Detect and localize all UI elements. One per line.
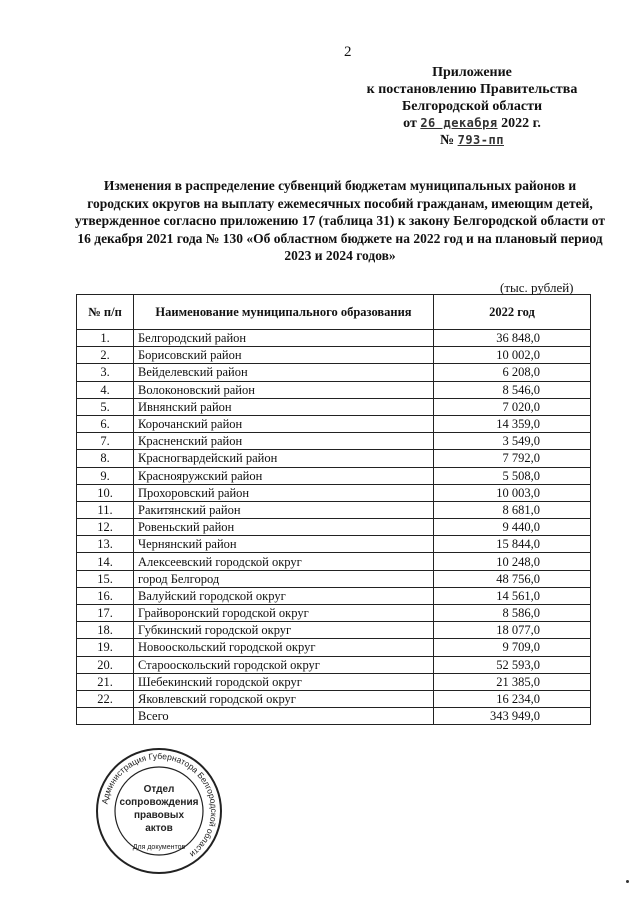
row-number: 18. — [77, 622, 134, 639]
row-number: 11. — [77, 501, 134, 518]
table-row — [77, 484, 591, 501]
table-row — [77, 450, 591, 467]
row-name: Борисовский район — [134, 347, 434, 364]
row-name: Краснояружский район — [134, 467, 434, 484]
table-row — [77, 467, 591, 484]
table-total-row — [77, 708, 591, 725]
row-number: 22. — [77, 690, 134, 707]
row-name: Шебекинский городской округ — [134, 673, 434, 690]
table-row — [77, 519, 591, 536]
row-name: Всего — [134, 708, 434, 725]
row-name: Красногвардейский район — [134, 450, 434, 467]
row-number: 6. — [77, 415, 134, 432]
row-number: 15. — [77, 570, 134, 587]
row-number: 4. — [77, 381, 134, 398]
row-name: Ровеньский район — [134, 519, 434, 536]
row-value: 48 756,0 — [434, 570, 591, 587]
row-name: Новооскольский городской округ — [134, 639, 434, 656]
date-year: 2022 г. — [501, 116, 541, 131]
table-row — [77, 553, 591, 570]
allocation-table — [76, 294, 591, 725]
row-number: 8. — [77, 450, 134, 467]
row-number: 9. — [77, 467, 134, 484]
appendix-block — [352, 64, 592, 149]
row-name: Белгородский район — [134, 330, 434, 347]
unit-label: (тыс. рублей) — [500, 280, 574, 295]
row-value: 21 385,0 — [434, 673, 591, 690]
row-number: 12. — [77, 519, 134, 536]
table-row — [77, 501, 591, 518]
page-number: 2 — [344, 44, 352, 60]
row-value: 8 546,0 — [434, 381, 591, 398]
row-name: Вейделевский район — [134, 364, 434, 381]
row-number: 20. — [77, 656, 134, 673]
table-row — [77, 622, 591, 639]
row-number: 13. — [77, 536, 134, 553]
number-handwritten: 793-пп — [457, 133, 504, 147]
table-row — [77, 673, 591, 690]
table-row — [77, 536, 591, 553]
row-value: 7 792,0 — [434, 450, 591, 467]
table-row — [77, 639, 591, 656]
row-value: 18 077,0 — [434, 622, 591, 639]
row-value: 10 248,0 — [434, 553, 591, 570]
document-heading: Изменения в распределение субвенций бюджетам муниципальных районов и городских округов на выплату ежемесячных пособий гражданам, имеющим детей, утвержденное согласно приложению 17 (таблица 31) к закону Белгородской области от 16 декабря 2021 года № 130 «Об областном бюджете на 2022 год и на плановый период 2023 и 2024 годов» — [74, 178, 605, 264]
table-row — [77, 381, 591, 398]
header-number: № п/п — [77, 295, 134, 330]
row-number: 7. — [77, 433, 134, 450]
row-name: Прохоровский район — [134, 484, 434, 501]
row-name: Волоконовский район — [134, 381, 434, 398]
date-prefix: от — [403, 116, 417, 131]
header-name: Наименование муниципального образования — [134, 295, 434, 330]
appendix-line-3: Белгородской области — [401, 99, 543, 114]
row-name: Валуйский городской округ — [134, 587, 434, 604]
row-number: 16. — [77, 587, 134, 604]
stamp-ring-text: Администрация Губернатора Белгородской области — [99, 750, 220, 860]
row-number — [77, 708, 134, 725]
row-name: Корочанский район — [134, 415, 434, 432]
appendix-line-2: к постановлению Правительства — [366, 82, 578, 97]
row-name: Грайворонский городской округ — [134, 605, 434, 622]
row-number: 3. — [77, 364, 134, 381]
row-name: Ивнянский район — [134, 398, 434, 415]
stamp-bottom-text: Для документов — [132, 844, 186, 851]
appendix-title: Приложение — [432, 65, 512, 80]
row-number: 17. — [77, 605, 134, 622]
table-row — [77, 690, 591, 707]
row-value: 7 020,0 — [434, 398, 591, 415]
table-row — [77, 570, 591, 587]
table-row — [77, 415, 591, 432]
row-number: 1. — [77, 330, 134, 347]
row-value: 343 949,0 — [434, 708, 591, 725]
row-value: 6 208,0 — [434, 364, 591, 381]
row-value: 10 003,0 — [434, 484, 591, 501]
row-name: Алексеевский городской округ — [134, 553, 434, 570]
row-name: Чернянский район — [134, 536, 434, 553]
date-handwritten: 26 декабря — [420, 116, 498, 130]
header-year: 2022 год — [434, 295, 591, 330]
stamp-center-line-2: сопровождения — [119, 797, 199, 808]
row-name: Яковлевский городской округ — [134, 690, 434, 707]
appendix-date-line — [352, 115, 592, 132]
row-name: город Белгород — [134, 570, 434, 587]
row-value: 3 549,0 — [434, 433, 591, 450]
row-number: 14. — [77, 553, 134, 570]
stamp-center-line-4: актов — [145, 823, 173, 834]
row-value: 5 508,0 — [434, 467, 591, 484]
row-number: 21. — [77, 673, 134, 690]
table-row — [77, 364, 591, 381]
appendix-number-line — [352, 132, 592, 149]
table-row — [77, 433, 591, 450]
number-prefix: № — [440, 133, 455, 148]
row-name: Старооскольский городской округ — [134, 656, 434, 673]
row-value: 9 440,0 — [434, 519, 591, 536]
table-row — [77, 347, 591, 364]
row-number: 10. — [77, 484, 134, 501]
table-row — [77, 605, 591, 622]
row-number: 5. — [77, 398, 134, 415]
stamp-center-line-3: правовых — [133, 810, 185, 821]
row-number: 2. — [77, 347, 134, 364]
margin-dot — [626, 880, 629, 883]
row-value: 14 561,0 — [434, 587, 591, 604]
table-row — [77, 330, 591, 347]
row-name: Ракитянский район — [134, 501, 434, 518]
row-value: 8 681,0 — [434, 501, 591, 518]
row-value: 14 359,0 — [434, 415, 591, 432]
row-value: 52 593,0 — [434, 656, 591, 673]
row-value: 15 844,0 — [434, 536, 591, 553]
row-value: 16 234,0 — [434, 690, 591, 707]
table-row — [77, 656, 591, 673]
official-stamp — [94, 746, 224, 876]
row-value: 36 848,0 — [434, 330, 591, 347]
stamp-center-line-1: Отдел — [143, 784, 175, 795]
row-value: 10 002,0 — [434, 347, 591, 364]
row-value: 9 709,0 — [434, 639, 591, 656]
table-row — [77, 398, 591, 415]
row-name: Красненский район — [134, 433, 434, 450]
table-header-row — [77, 295, 591, 330]
table-row — [77, 587, 591, 604]
table-body — [77, 330, 591, 725]
row-value: 8 586,0 — [434, 605, 591, 622]
row-name: Губкинский городской округ — [134, 622, 434, 639]
row-number: 19. — [77, 639, 134, 656]
